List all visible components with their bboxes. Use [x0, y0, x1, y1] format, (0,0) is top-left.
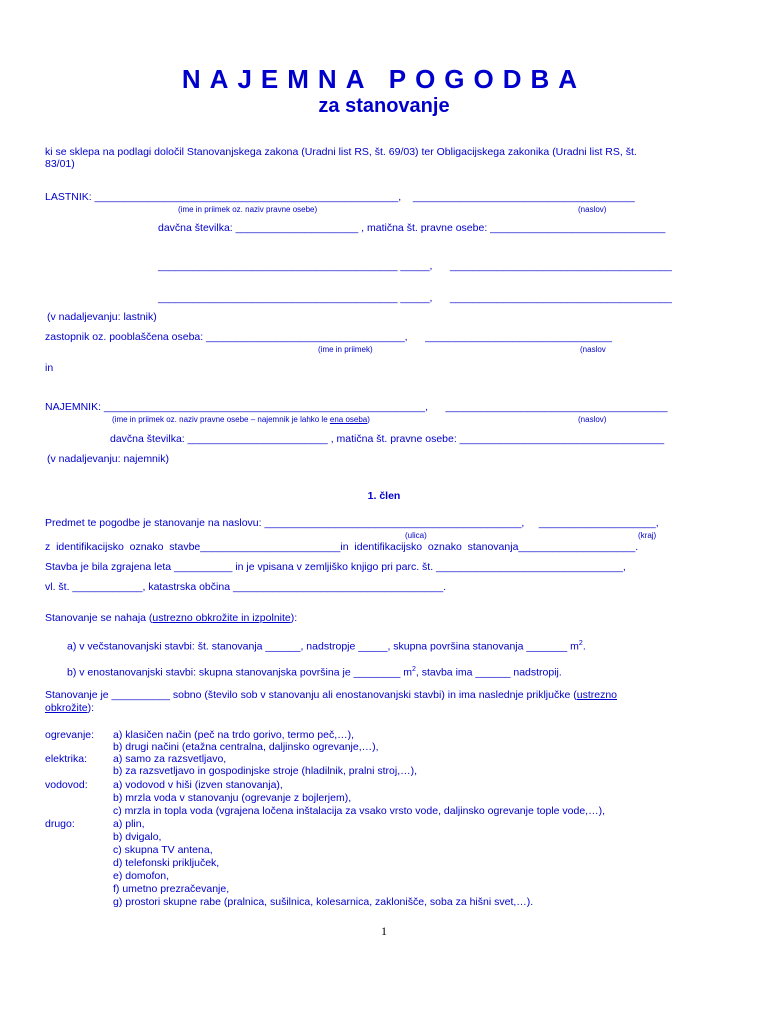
tenant-name-hint: (ime in priimek oz. naziv pravne osebe – najemnik je lahko le ena oseba) [112, 415, 370, 424]
rooms-line-2: obkrožite): [45, 702, 95, 714]
tenant-tax-line: davčna številka: ________________________ , matična št. pravne osebe: ___________________________________ [110, 433, 665, 445]
utility-water-b: b) mrzla voda v stanovanju (ogrevanje z bojlerjem), [113, 792, 352, 804]
owner-address-hint: (naslov) [578, 205, 607, 214]
owner-blank-line-2: _________________________________________ _____, ______________________________________ [158, 292, 672, 304]
utility-heating-label: ogrevanje: [45, 729, 95, 741]
article-heading: 1. člen [367, 490, 401, 502]
intro-line-1: ki se sklepa na podlagi določil Stanovanjskega zakona (Uradni list RS, št. 69/03) ter Obligacijskega zakonika (Uradni list RS, št. [45, 146, 637, 158]
utility-other-b: b) dvigalo, [113, 831, 162, 843]
utility-heating-a: a) klasičen način (peč na trdo gorivo, termo peč,…), [113, 729, 355, 741]
utility-other-d: d) telefonski priključek, [113, 857, 220, 869]
utility-heating-b: b) drugi načini (etažna centralna, daljinsko ogrevanje,…), [113, 741, 379, 753]
owner-hereinafter: (v nadaljevanju: lastnik) [47, 311, 157, 323]
place-hint: (kraj) [638, 531, 657, 540]
utility-other-c: c) skupna TV antena, [113, 844, 213, 856]
utility-water-c: c) mrzla in topla voda (vgrajena ločena inštalacija za vsako vrsto vode, daljinsko ogrevanje tople vode,…), [113, 805, 606, 817]
page-number: 1 [381, 924, 387, 938]
utility-other-a: a) plin, [113, 818, 145, 830]
subject-line: Predmet te pogodbe je stanovanje na naslovu: ____________________________________________, ____________________, [45, 517, 659, 529]
owner-tax-line: davčna številka: _____________________ , matična št. pravne osebe: ______________________________ [158, 222, 666, 234]
intro-line-2: 83/01) [45, 158, 75, 170]
document-title: NAJEMNA POGODBA [181, 64, 587, 94]
option-b-line: b) v enostanovanjski stavbi: skupna stanovanjska površina je ________ $m^2$, stavba ima ______ nadstropij. [67, 666, 562, 679]
rooms-line: Stanovanje je __________ sobno (število sob v stanovanju ali enostanovanjski stavbi) in ima naslednje priključke (ustrezno [45, 689, 618, 701]
tenant-line: NAJEMNIK: _______________________________________________________, ______________________________________ [45, 401, 668, 413]
representative-address-hint: (naslov [580, 345, 606, 354]
and-word: in [45, 362, 54, 374]
owner-blank-line-1: _________________________________________ _____, ______________________________________ [158, 260, 672, 272]
cadastre-line: vl. št. ____________, katastrska občina ____________________________________. [45, 581, 447, 593]
utility-other-f: f) umetno prezračevanje, [113, 883, 230, 895]
street-hint: (ulica) [405, 531, 427, 540]
option-a-line: a) v večstanovanjski stavbi: št. stanovanja ______, nadstropje _____, skupna površina stanovanja _______ $m^2$. [67, 640, 586, 653]
document-subtitle: za stanovanje [318, 95, 450, 117]
utility-other-g: g) prostori skupne rabe (pralnica, sušilnica, kolesarnica, zaklonišče, soba za hišni svet,…). [113, 896, 534, 908]
owner-line: LASTNIK: ____________________________________________________, ______________________________________ [45, 191, 635, 203]
utility-electricity-b: b) za razsvetljavo in gospodinjske stroje (hladilnik, pralni stroj,…), [113, 765, 418, 777]
utility-electricity-label: elektrika: [45, 753, 88, 765]
utility-water-a: a) vodovod v hiši (izven stanovanja), [113, 779, 283, 791]
location-line: Stanovanje se nahaja (ustrezno obkrožite in izpolnite): [45, 612, 298, 624]
utility-electricity-a: a) samo za razsvetljavo, [113, 753, 227, 765]
ident-line: z identifikacijsko oznako stavbe________________________in identifikacijsko oznako stanovanja____________________. [45, 541, 639, 553]
utility-other-label: drugo: [45, 818, 75, 830]
built-line: Stavba je bila zgrajena leta __________ in je vpisana v zemljiško knjigo pri parc. št. ________________________________, [45, 561, 626, 573]
tenant-hereinafter: (v nadaljevanju: najemnik) [47, 453, 169, 465]
utility-other-e: e) domofon, [113, 870, 170, 882]
owner-name-hint: (ime in priimek oz. naziv pravne osebe) [178, 205, 318, 214]
representative-line: zastopnik oz. pooblaščena oseba: __________________________________, ________________________________ [45, 331, 612, 343]
utility-water-label: vodovod: [45, 779, 88, 791]
representative-name-hint: (ime in priimek) [318, 345, 373, 354]
tenant-address-hint: (naslov) [578, 415, 607, 424]
